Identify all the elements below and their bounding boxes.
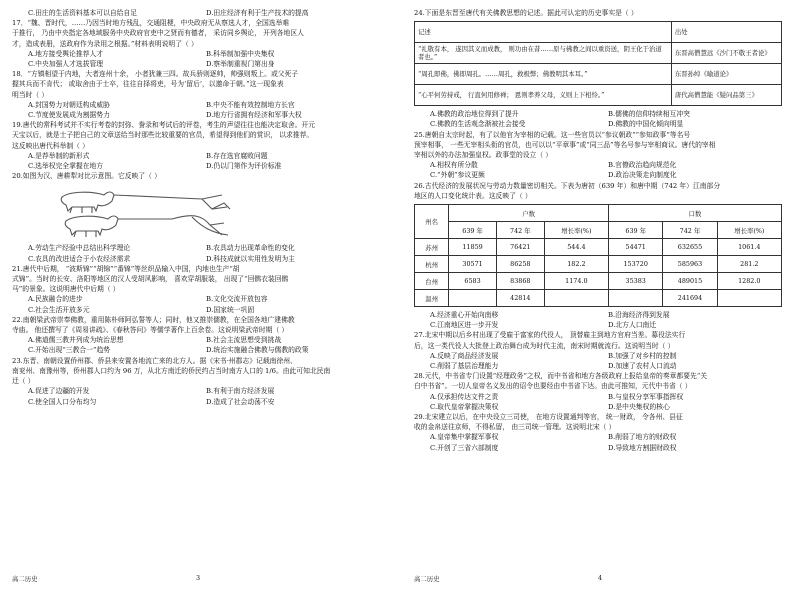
option-d: D.国家统一巩固	[206, 305, 255, 314]
option-c: C.使全国人口分布均匀	[28, 397, 97, 406]
option-c: C.开创了三省六部制度	[430, 443, 499, 452]
subject-label: 高二历史	[12, 575, 38, 583]
question-18	[12, 69, 384, 120]
table-cell: 585963	[663, 256, 717, 273]
question-text: 20.如图为汉、唐耕犁对比示意图。它反映了（ ）	[12, 172, 161, 181]
question-text: 预宰相事， 一些无宰相头衔的官员，也可以以“平章事”或“同三品”等名号参与宰相商议。唐代的宰相	[414, 140, 716, 149]
option-b: B.社会主流思想受到挑战	[206, 336, 282, 345]
page-number: 3	[195, 574, 201, 582]
question-22	[12, 315, 384, 356]
option-d: D.田庄经济有利于生产技术的提高	[206, 9, 309, 17]
question-text: 宰相以外的办法加强皇权。政事堂的设立（ ）	[414, 151, 553, 160]
option-c: C.佛教的生活观念渐被社会接受	[430, 120, 526, 129]
table-cell: 温州	[415, 290, 449, 307]
option-a: A.佛道儒三教并列成为统治思想	[28, 336, 124, 345]
question-text: 才，造成表册，送政府作为录用之根据。”材料表明说明了（ ）	[12, 39, 198, 48]
question-23	[12, 356, 384, 407]
table-row	[415, 256, 782, 273]
top-options	[12, 8, 384, 18]
option-b: B.加强了对乡村的控制	[608, 351, 677, 360]
table-cell: 东晋孙绰《喻道论》	[671, 64, 781, 85]
question-28	[414, 371, 786, 412]
table-header-cell: 州名	[415, 205, 449, 239]
plough-han-icon	[114, 195, 227, 209]
question-text: 明当时（ ）	[12, 90, 49, 99]
plough-comparison-figure	[52, 183, 302, 241]
question-text: 南兖州、南豫州等，侨州郡人口约为 96 万，从北方南迁的侨民约占当时南方人口的 1/6。由此可知北民南	[12, 366, 331, 375]
exam-page-right	[414, 8, 786, 586]
table-header-cell: 口数	[609, 205, 782, 222]
option-a: A.相权有所分散	[430, 161, 478, 170]
table-cell: 东晋高僧慧远《沙门不敬王者论》	[671, 43, 781, 64]
option-d: D.造成了社会动荡不安	[206, 397, 275, 406]
table-cell: 281.2	[717, 256, 781, 273]
question-text: 21.唐代中后期， “波斯锦”“胡锦”“番锦”等丝织品输入中国，内地也生产“胡	[12, 264, 240, 273]
question-text: 22.南朝梁武帝崇奉佛教，重用陈朴师阿弘誓等人；同时，他又推崇儒教，在全国各地广建佛教	[12, 315, 295, 324]
table-cell: “礼敬有本， 遂因其义而成教， 则功由在昔……原与佛教之间以重资送，阴王化于治道者也。”	[415, 43, 672, 64]
table-cell: 1174.0	[544, 273, 608, 290]
option-b: B.与皇权分享军事指挥权	[608, 392, 684, 401]
population-table	[414, 204, 782, 307]
options	[414, 160, 786, 180]
option-b: B.沿海经济得到发展	[608, 311, 670, 320]
table-cell: 42814	[496, 290, 544, 307]
option-c: C.田庄的生活资料基本可以自给自足	[28, 9, 138, 17]
option-d: D.导致地方割据财政权	[608, 443, 677, 452]
table-cell: 苏州	[415, 239, 449, 256]
option-c: C.江南地区进一步开发	[430, 321, 499, 330]
question-text: 地区的人口变化统计表。这反映了（ ）	[414, 191, 532, 200]
table-cell: 台州	[415, 273, 449, 290]
table-cell: 6583	[449, 273, 497, 290]
option-c: C.“外朝”参议更频	[430, 171, 485, 180]
option-c: C.中央加强人才选拔管理	[28, 60, 104, 69]
table-header-cell: 639 年	[609, 222, 663, 239]
table-cell: 54471	[609, 239, 663, 256]
ox-plough-illustration	[52, 183, 302, 241]
option-b: B.存在选官腐败问题	[206, 151, 268, 160]
table-header-cell: 742 年	[663, 222, 717, 239]
page-number: 4	[597, 574, 603, 582]
table-cell: 1282.0	[717, 273, 781, 290]
option-c: C.削弱了基层治理能力	[430, 362, 499, 371]
question-text: 白中书省”。一切人皇帝名义发出的诏令也要经由中书省下达。由此可推知，元代中书省（ ）	[414, 382, 692, 391]
question-24	[414, 8, 786, 130]
table-cell: 唐代高僧慧能《疑问品第三》	[671, 85, 781, 106]
option-a: A.民族融合的进步	[28, 295, 83, 304]
option-b: B.中央不能有效控制地方长官	[206, 100, 295, 109]
table-header-cell: 出处	[671, 22, 781, 43]
table-cell: “心平何劳持戒， 行直何用修禅； 恩则孝养父母，义则上下相怜。”	[415, 85, 672, 106]
table-row	[415, 64, 782, 85]
question-17	[12, 18, 384, 69]
question-29	[414, 412, 786, 453]
option-b: B.科举制加强中央集权	[206, 49, 275, 58]
table-cell	[544, 290, 608, 307]
table-cell: 544.4	[544, 239, 608, 256]
table-cell: “周孔即佛，佛即周孔。……周孔，救极弊；佛教明其本耳。”	[415, 64, 672, 85]
option-d: D.科技成就以实用性发明为主	[206, 254, 295, 263]
option-d: D.地方行省拥有经济和军事大权	[206, 111, 302, 120]
table-cell: 杭州	[415, 256, 449, 273]
question-text: 后，这一类代役人大批登上政治舞台成为时代主流，南宋时期就流行。这说明当时（ ）	[414, 341, 675, 350]
option-b: B.农具动力出现革命性的变化	[206, 244, 295, 253]
question-text: 23.东晋、南朝设置侨州郡、侨县来安置各地流亡来的北方人。据《宋书·州郡志》记载南徐州、	[12, 356, 297, 365]
question-text: 28.元代，中书省专门设置“经理政务”之权，而中书省和地方各级政府上报给皇帝的奏章都要先“关	[414, 372, 708, 381]
table-header-cell: 639 年	[449, 222, 497, 239]
question-text: 26.古代经济的发展状况与劳动力数量密切相关。下表为唐初（639 年）和唐中期（742 年）江南部分	[414, 181, 721, 190]
table-cell: 83868	[496, 273, 544, 290]
table-cell: 1061.4	[717, 239, 781, 256]
option-d: D.察举制重视门第出身	[206, 60, 275, 69]
question-text: 式锦”。当时的长安、洛阳等地区的汉人受胡风影响， 喜欢穿胡服装， 出现了“回鹘衣装回鹘	[12, 275, 289, 284]
question-19	[12, 120, 384, 171]
option-c: C.取代皇帝掌握决策权	[430, 402, 499, 411]
option-d: D.政治决策走向制度化	[608, 171, 677, 180]
table-cell: 35383	[609, 273, 663, 290]
table-cell	[609, 290, 663, 307]
option-d: D.仍以门第作为评价标准	[206, 162, 282, 171]
option-a: A.经济重心开始向南移	[430, 311, 499, 320]
options	[12, 335, 384, 355]
table-cell: 11859	[449, 239, 497, 256]
option-a: A.地方接受舆论推荐人才	[28, 49, 104, 58]
option-a: A.佛教的政治地位得到了提升	[430, 110, 519, 119]
option-b: B.文化交流开放包容	[206, 295, 268, 304]
question-text: 这反映出唐代科举制（ ）	[12, 141, 89, 150]
question-text: 19.唐代的常科考试并不实行考卷的封弥、誊录和考试后的评卷，考生的声望往往也能决定取舍。开元	[12, 121, 316, 130]
page-footer	[12, 574, 384, 586]
question-text: 17．“魏、晋时代，……乃因当时地方残乱，交通阻梗，中央政府无从察选人才，全国选举难	[12, 19, 290, 28]
table-row	[415, 273, 782, 290]
option-d: D.北方人口南迁	[608, 321, 657, 330]
question-text: 握其兵而不肯代； 或取舍由于士卒，往往自择将吏，号为‘留后’，以邀命于朝。”这一现象表	[12, 80, 284, 89]
question-text: 迁（ ）	[12, 377, 35, 386]
question-text: 收的金帛送往京师，不得私留， 由三司统一管理。这说明北宋（ ）	[414, 423, 616, 432]
question-27	[414, 330, 786, 371]
table-cell: 153720	[609, 256, 663, 273]
options	[414, 109, 786, 129]
options	[12, 294, 384, 314]
table-cell: 86258	[496, 256, 544, 273]
option-a: A.皇帝集中掌握军事权	[430, 433, 499, 442]
table-header-cell: 户数	[449, 205, 609, 222]
question-20	[12, 171, 384, 264]
option-c: C.选举权完全掌握在地方	[28, 162, 104, 171]
option-d: D.是中央集权的核心	[608, 402, 670, 411]
option-c: C.农具的改进适合于小农经济需求	[28, 254, 131, 263]
options	[12, 49, 384, 69]
exam-page-left	[12, 8, 384, 586]
question-26	[414, 181, 786, 331]
ox-top-icon	[61, 192, 114, 211]
table-cell: 30571	[449, 256, 497, 273]
options	[414, 351, 786, 371]
table-cell	[449, 290, 497, 307]
options	[414, 432, 786, 452]
table-header-row	[415, 222, 782, 239]
table-row	[415, 239, 782, 256]
question-text: 寺庙。 他还撰写了《周易讲疏》、《春秋答问》等儒学著作上百余卷。这说明梁武帝时期（ ）	[12, 326, 289, 335]
question-text: 马”的景象。这说明唐代中后期（ ）	[12, 285, 120, 294]
option-a: A.促进了边疆的开发	[28, 387, 90, 396]
options	[414, 392, 786, 412]
question-text: 天宝以后，就是士子把自己的文章送给当时那些比较重要的官员，希望得到他们的赏识， 以求推荐。	[12, 131, 314, 140]
option-d: D.统治实施融合佛教与儒教的政策	[206, 346, 309, 355]
table-cell: 182.2	[544, 256, 608, 273]
table-header-cell: 增长率(%)	[717, 222, 781, 239]
question-text: 于推行， 乃由中央指定各地域服务中央政府官吏中之贤而有德者， 采访同乡舆论， 开列各地区人	[12, 29, 304, 38]
table-cell: 632655	[663, 239, 717, 256]
table-header-cell: 记述	[415, 22, 672, 43]
option-b: B.削弱了地方的财政权	[608, 433, 677, 442]
buddhism-quotes-table	[414, 21, 782, 106]
table-row	[415, 290, 782, 307]
options	[12, 386, 384, 406]
options	[414, 310, 786, 330]
option-c: C.开始出现“三教合一”趋势	[28, 346, 111, 355]
page-footer	[414, 574, 786, 586]
question-25	[414, 130, 786, 181]
option-d: D.佛教的中国化倾向明显	[608, 120, 684, 129]
options	[12, 100, 384, 120]
table-cell: 76421	[496, 239, 544, 256]
option-c: C.节度使发展成为割据势力	[28, 111, 110, 120]
option-a: A.反映了商品经济发展	[430, 351, 499, 360]
table-row	[415, 85, 782, 106]
question-text: 18．“方镇相望于内地，大者连州十余， 小者犹兼三四。故兵骄则逐帅，帅强则叛上。或父死子	[12, 70, 299, 79]
table-header-row	[415, 22, 782, 43]
table-cell: 241694	[663, 290, 717, 307]
question-text: 24.下面是东晋至唐代有关佛教思想的记述。据此可认定的历史事实是（ ）	[414, 9, 638, 17]
option-c: C.社会生活开放多元	[28, 305, 90, 314]
question-text: 29.北宋建立以后，在中央设立三司使， 在地方设置通判等官， 统一财政， 令各州、县征	[414, 413, 683, 422]
table-header-cell: 742 年	[496, 222, 544, 239]
option-a: A.劳动生产经验中总结出科学理论	[28, 244, 131, 253]
table-header-cell: 增长率(%)	[544, 222, 608, 239]
option-a: A.是荐举制的新形式	[28, 151, 90, 160]
option-b: B.有利于南方经济发展	[206, 387, 275, 396]
ox-bottom-icon	[65, 216, 118, 235]
question-text: 27.北宋中期以后乡村出现了受雇于富家的代役人， 顶替雇主到地方官府当差。募役法实行	[414, 331, 686, 340]
option-d: D.加速了农村人口流动	[608, 362, 677, 371]
option-a: A.封国势力对朝廷构成威胁	[28, 100, 110, 109]
table-cell	[717, 290, 781, 307]
question-21	[12, 264, 384, 315]
plough-tang-icon	[118, 216, 224, 235]
option-a: A.仅承担传达文件之责	[430, 392, 499, 401]
options	[12, 151, 384, 171]
table-header-row	[415, 205, 782, 222]
option-b: B.儒佛的信仰持续相互冲突	[608, 110, 690, 119]
subject-label: 高二历史	[414, 575, 440, 583]
question-text: 25.唐朝自太宗时起，有了以他官为宰相的记载。这一些官员以“参议朝政”“参知政事”等名号	[414, 130, 691, 139]
option-b: B.官僚政治趋向规范化	[608, 161, 677, 170]
table-cell: 489015	[663, 273, 717, 290]
table-row	[415, 43, 782, 64]
options	[12, 243, 384, 263]
